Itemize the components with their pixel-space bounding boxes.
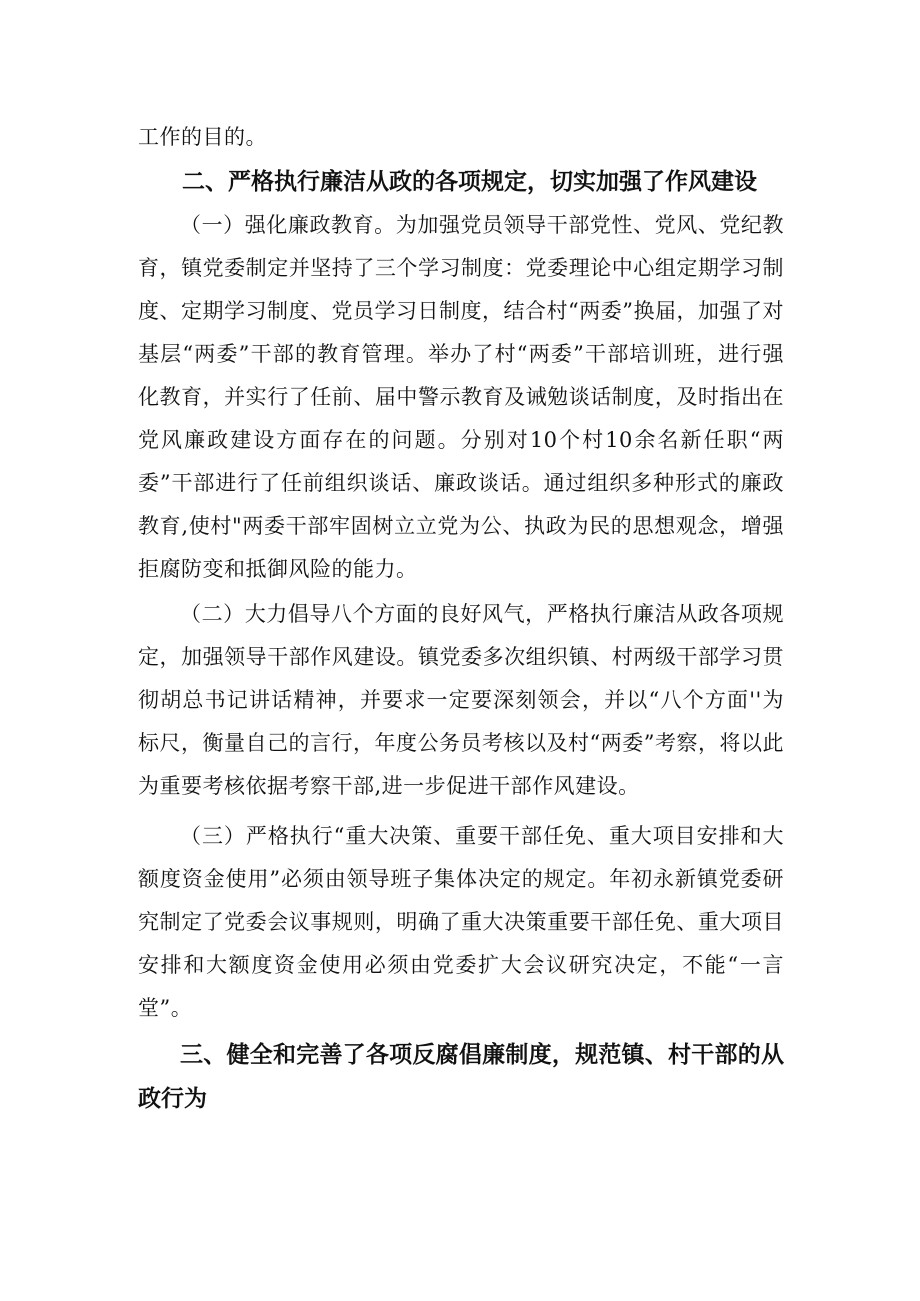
paragraph-2: （二）大力倡导八个方面的良好风气，严格执行廉洁从政各项规定，加强领导干部作风建设。镇党委多次组织镇、村两级干部学习贯彻胡总书记讲话精神，并要求一定要深刻领会，并以“八个方面''为标尺，衡量自己的言行，年度公务员考核以及村“两委”考察，将以此为重要考核依据考察干部,进一步促进干部作风建设。 bbox=[138, 602, 784, 798]
section-heading-3: 三、健全和完善了各项反腐倡廉制度，规范镇、村干部的从政行为 bbox=[138, 1042, 784, 1112]
paragraph-continuation: 工作的目的。 bbox=[138, 125, 267, 149]
section-heading-2: 二、严格执行廉洁从政的各项规定，切实加强了作风建设 bbox=[182, 169, 757, 195]
paragraph-1: （一）强化廉政教育。为加强党员领导干部党性、党风、党纪教育，镇党委制定并坚持了三个学习制度：党委理论中心组定期学习制度、定期学习制度、党员学习日制度，结合村“两委”换届，加强了对基层“两委”干部的教育管理。举办了村“两委”干部培训班，进行强化教育，并实行了任前、届中警示教育及诫勉谈话制度，及时指出在党风廉政建设方面存在的问题。分别对10个村10余名新任职“两委”干部进行了任前组织谈话、廉政谈话。通过组织多种形式的廉政教育,使村"两委干部牢固树立立党为公、执政为民的思想观念，增强拒腐防变和抵御风险的能力。 bbox=[138, 213, 784, 581]
paragraph-3: （三）严格执行“重大决策、重要干部任免、重大项目安排和大额度资金使用”必须由领导班子集体决定的规定。年初永新镇党委研究制定了党委会议事规则，明确了重大决策重要干部任免、重大项目安排和大额度资金使用必须由党委扩大会议研究决定，不能“一言堂”。 bbox=[138, 824, 784, 1020]
